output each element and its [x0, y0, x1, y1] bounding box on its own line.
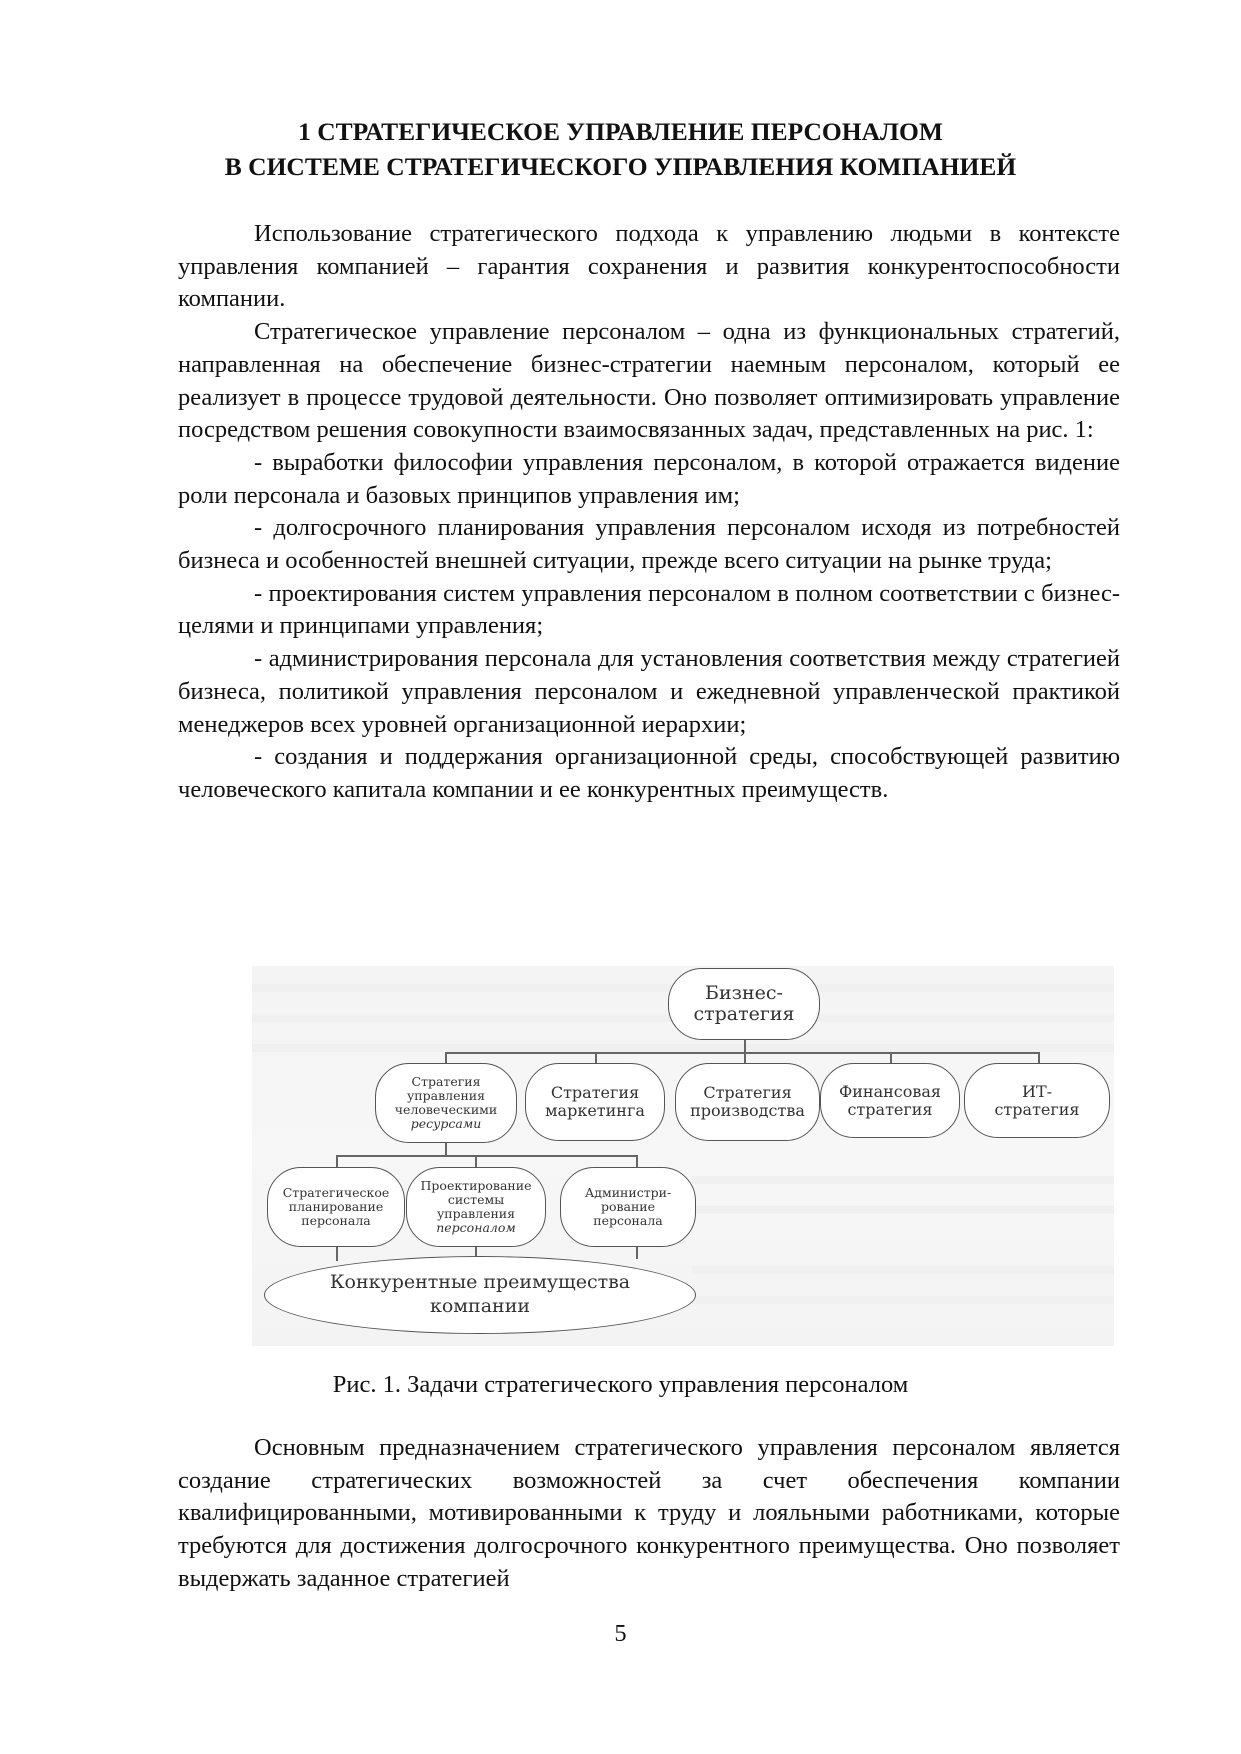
node-label: Бизнес-	[705, 981, 783, 1004]
node-label: Стратегическое	[282, 1185, 390, 1200]
node-label: управления	[406, 1088, 486, 1103]
connector	[636, 1155, 638, 1167]
connector	[475, 1155, 477, 1167]
node-administration	[560, 1167, 696, 1247]
connector	[1038, 1052, 1040, 1063]
node-competitive-advantages	[264, 1256, 696, 1334]
node-label: ИТ-	[1021, 1081, 1053, 1101]
node-label: персонала	[593, 1213, 663, 1228]
node-marketing-strategy	[525, 1063, 665, 1141]
connector	[336, 1155, 338, 1167]
node-label: системы	[447, 1192, 505, 1207]
node-label: персоналом	[436, 1220, 516, 1235]
node-label: Стратегия	[411, 1074, 481, 1089]
connector	[744, 1040, 746, 1052]
list-item: - долгосрочного планирования управления персоналом исходя из потребностей бизнеса и особенностей внешней ситуации, прежде всего ситуации на рынке труда;	[178, 514, 1120, 575]
node-label: Финансовая	[838, 1081, 942, 1101]
paragraph: Использование стратегического подхода к управлению людьми в контексте управления компанией – гарантия сохранения и развития конкурентоспособности компании.	[178, 220, 1120, 313]
node-finance-strategy	[820, 1063, 960, 1138]
node-label: стратегия	[693, 1003, 795, 1025]
connector	[890, 1052, 892, 1063]
heading-line-1: 1 СТРАТЕГИЧЕСКОЕ УПРАВЛЕНИЕ ПЕРСОНАЛОМ	[298, 117, 943, 146]
chapter-heading	[0, 114, 1241, 184]
node-label: Стратегия	[703, 1083, 792, 1103]
paragraph: Стратегическое управление персоналом – одна из функциональных стратегий, направленная на обеспечение бизнес-стратегии наемным персоналом, который ее реализует в процессе трудовой деятельности. Оно позволяет оптимизировать управление посредством решения совокупности взаимосвязанных задач, представленных на рис. 1:	[178, 318, 1120, 444]
node-strategic-planning	[267, 1167, 405, 1247]
section-1-text	[178, 218, 1120, 807]
connector	[744, 1052, 746, 1063]
node-label: Администри-	[584, 1185, 672, 1200]
node-label: маркетинга	[545, 1101, 645, 1120]
paragraph: Основным предназначением стратегического управления персоналом является создание стратегических возможностей за счет обеспечения компании квалифицированными, мотивированными к труду и лояльными работниками, которые требуются для достижения долгосрочного конкурентного преимущества. Оно позволяет выдержать заданное стратегией	[178, 1434, 1120, 1592]
figure-caption: Рис. 1. Задачи стратегического управления персоналом	[332, 1371, 909, 1398]
list-item: - создания и поддержания организационной среды, способствующей развитию человеческого капитала компании и ее конкурентных преимуществ.	[178, 743, 1120, 803]
connector	[595, 1052, 597, 1063]
node-label: рование	[600, 1199, 656, 1214]
page-number: 5	[614, 1620, 627, 1647]
node-label: стратегия	[847, 1099, 933, 1119]
node-label: Конкурентные преимущества	[329, 1271, 631, 1294]
heading-line-2: В СИСТЕМЕ СТРАТЕГИЧЕСКОГО УПРАВЛЕНИЯ КОМПАНИЕЙ	[224, 152, 1017, 181]
list-item: - проектирования систем управления персоналом в полном соответствии с бизнес-целями и принципами управления;	[178, 579, 1120, 640]
connector	[336, 1155, 636, 1157]
node-business-strategy	[668, 968, 820, 1040]
node-label: производства	[690, 1101, 805, 1120]
node-production-strategy	[675, 1063, 820, 1141]
figure-diagram	[252, 966, 1114, 1346]
connector	[336, 1247, 338, 1261]
node-label: Проектирование	[420, 1178, 532, 1193]
node-label: стратегия	[994, 1099, 1080, 1119]
node-hr-strategy	[375, 1063, 517, 1143]
connector	[636, 1247, 638, 1259]
connector	[445, 1143, 447, 1155]
node-system-design	[406, 1167, 546, 1247]
list-item: - администрирования персонала для установления соответствия между стратегией бизнеса, политикой управления персоналом и ежедневной управленческой практикой менеджеров всех уровней организационной иерархии;	[178, 645, 1120, 738]
connector	[445, 1052, 447, 1063]
node-label: ресурсами	[410, 1116, 482, 1131]
connector	[445, 1052, 1038, 1054]
node-label: персонала	[301, 1213, 371, 1228]
node-it-strategy	[964, 1063, 1110, 1138]
section-2-text	[178, 1432, 1120, 1596]
node-label: Стратегия	[550, 1083, 640, 1103]
node-label: управления	[436, 1206, 516, 1221]
node-label: планирование	[288, 1199, 384, 1214]
node-label: компании	[429, 1295, 531, 1317]
node-label: человеческими	[394, 1102, 498, 1117]
list-item: - выработки философии управления персоналом, в которой отражается видение роли персонала и базовых принципов управления им;	[178, 448, 1120, 509]
